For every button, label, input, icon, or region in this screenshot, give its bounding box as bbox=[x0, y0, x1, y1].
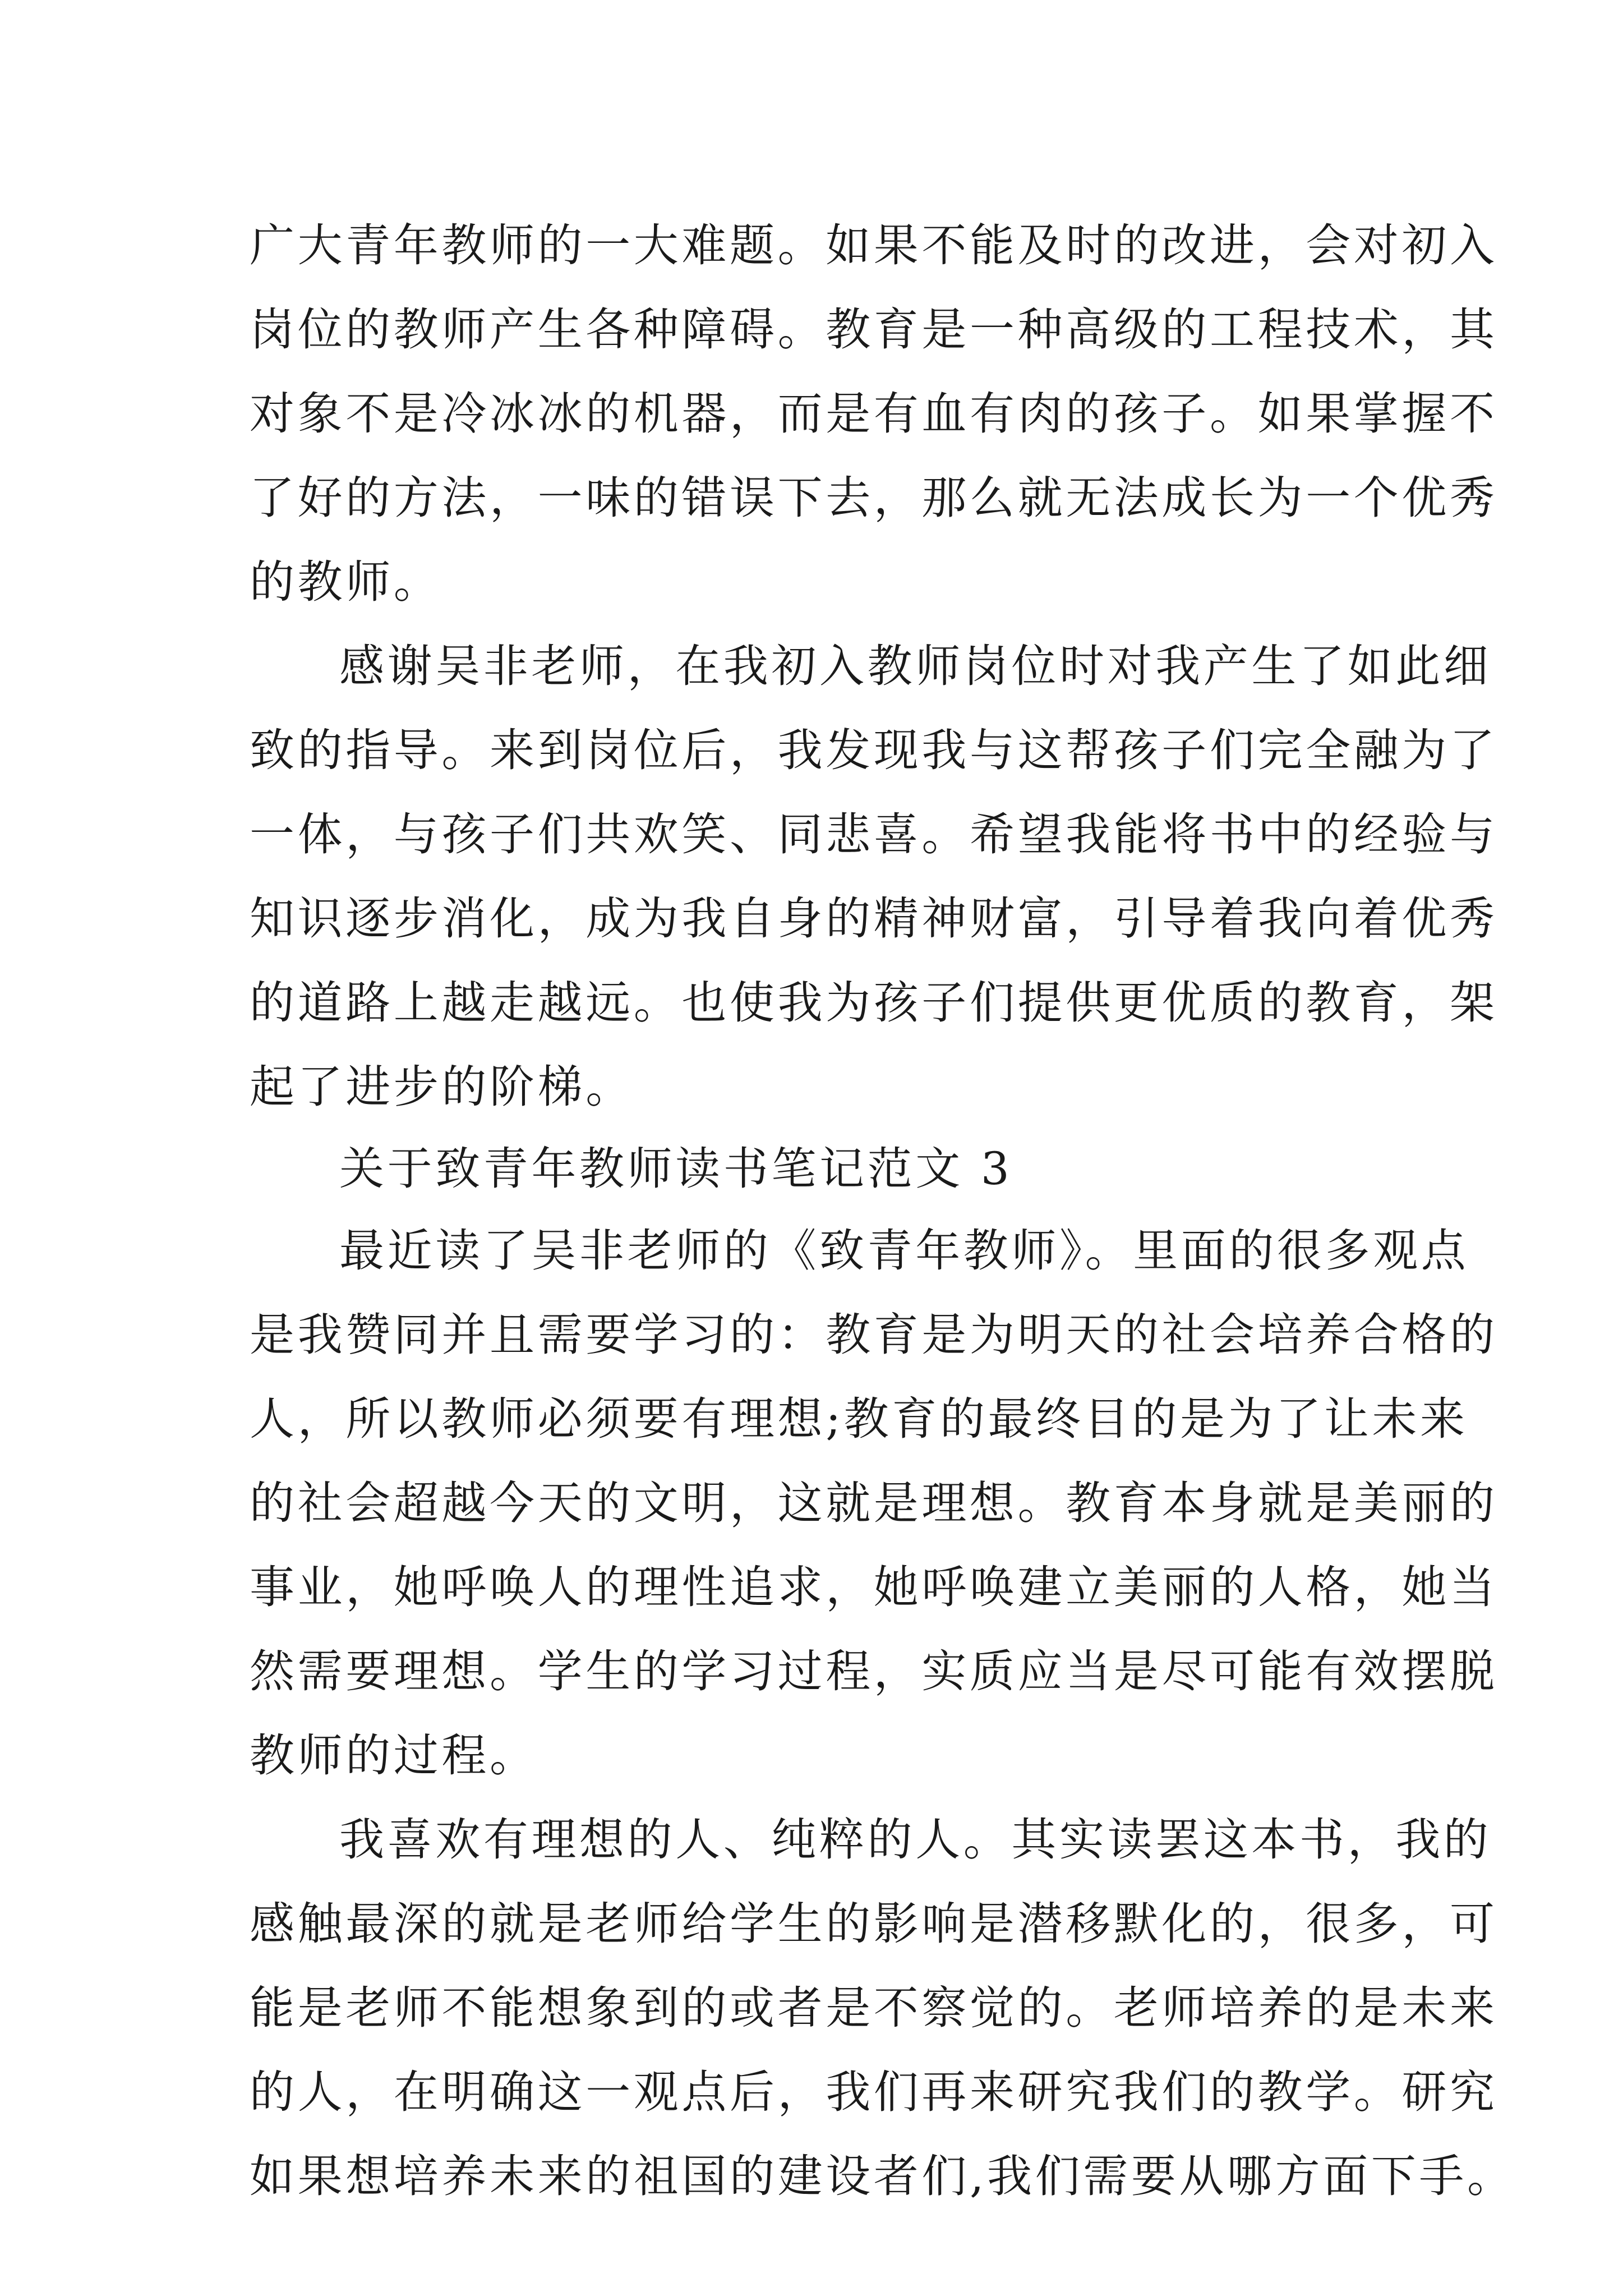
text-line: 一体，与孩子们共欢笑、同悲喜。希望我能将书中的经验与 bbox=[250, 808, 1498, 861]
text-line: 的教师。 bbox=[250, 556, 442, 608]
text-line: 是我赞同并且需要学习的：教育是为明天的社会培养合格的 bbox=[250, 1309, 1498, 1361]
text-line: 人，所以教师必须要有理想;教育的最终目的是为了让未来 bbox=[250, 1393, 1468, 1445]
paragraph-first-line: 感谢吴非老师，在我初入教师岗位时对我产生了如此细 bbox=[339, 640, 1492, 692]
text-line: 的人，在明确这一观点后，我们再来研究我们的教学。研究 bbox=[250, 2066, 1498, 2118]
section-heading: 关于致青年教师读书笔记范文 3 bbox=[339, 1143, 1013, 1195]
text-line: 然需要理想。学生的学习过程，实质应当是尽可能有效摆脱 bbox=[250, 1645, 1498, 1697]
text-line: 如果想培养未来的祖国的建设者们,我们需要从哪方面下手。 bbox=[250, 2150, 1515, 2202]
text-line: 知识逐步消化，成为我自身的精神财富，引导着我向着优秀 bbox=[250, 892, 1498, 945]
text-line: 致的指导。来到岗位后，我发现我与这帮孩子们完全融为了 bbox=[250, 724, 1498, 776]
text-line: 起了进步的阶梯。 bbox=[250, 1061, 634, 1113]
paragraph-first-line: 最近读了吴非老师的《致青年教师》。里面的很多观点 bbox=[339, 1225, 1469, 1277]
text-line: 的社会超越今天的文明，这就是理想。教育本身就是美丽的 bbox=[250, 1477, 1498, 1529]
text-line: 的道路上越走越远。也使我为孩子们提供更优质的教育，架 bbox=[250, 977, 1498, 1029]
text-line: 了好的方法，一味的错误下去，那么就无法成长为一个优秀 bbox=[250, 472, 1498, 524]
text-line: 事业，她呼唤人的理性追求，她呼唤建立美丽的人格，她当 bbox=[250, 1561, 1498, 1613]
text-line: 岗位的教师产生各种障碍。教育是一种高级的工程技术，其 bbox=[250, 303, 1498, 356]
text-line: 广大青年教师的一大难题。如果不能及时的改进，会对初入 bbox=[250, 219, 1498, 272]
text-line: 教师的过程。 bbox=[250, 1729, 538, 1782]
text-line: 对象不是冷冰冰的机器，而是有血有肉的孩子。如果掌握不 bbox=[250, 388, 1498, 440]
text-line: 能是老师不能想象到的或者是不察觉的。老师培养的是未来 bbox=[250, 1982, 1498, 2034]
paragraph-first-line: 我喜欢有理想的人、纯粹的人。其实读罢这本书，我的 bbox=[339, 1814, 1492, 1866]
text-line: 感触最深的就是老师给学生的影响是潜移默化的，很多，可 bbox=[250, 1898, 1498, 1950]
